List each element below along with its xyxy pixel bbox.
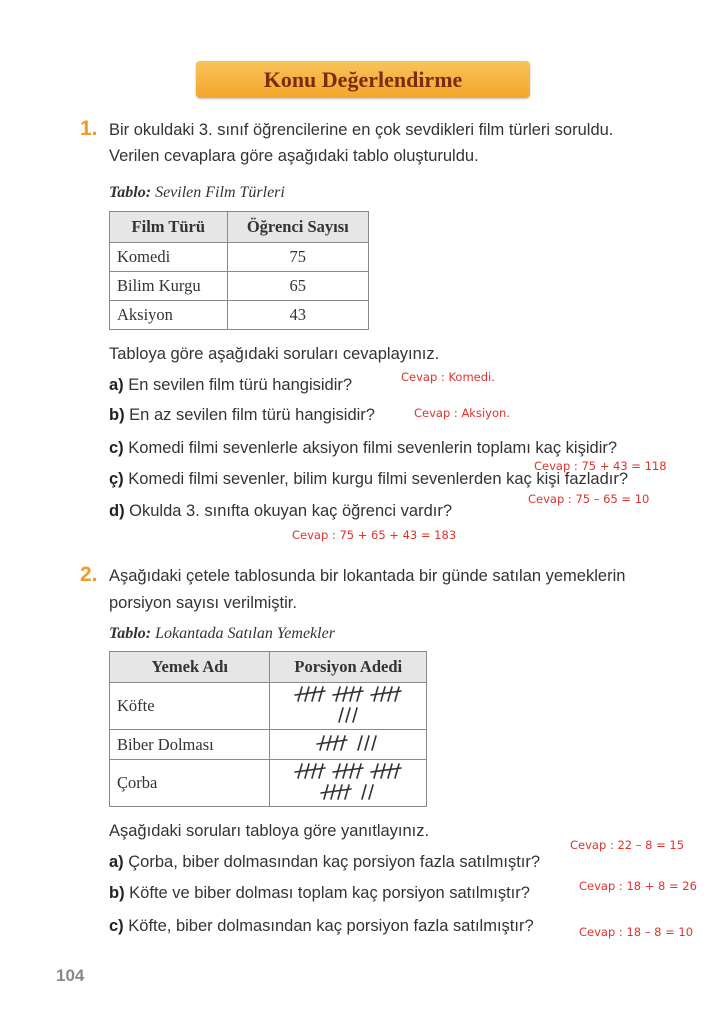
tally-row bbox=[291, 783, 405, 803]
answer-2b: Cevap : 18 + 8 = 26 bbox=[579, 879, 697, 893]
tally-row bbox=[291, 762, 405, 782]
table-cell-name: Komedi bbox=[110, 243, 228, 272]
table-1-caption bbox=[109, 184, 285, 202]
item-text: Komedi filmi sevenlerle aksiyon filmi sevenlerin toplamı kaç kişidir? bbox=[128, 439, 618, 457]
tally-stroke bbox=[357, 687, 361, 701]
table-cell-value: 65 bbox=[227, 272, 368, 301]
tally-row bbox=[313, 734, 383, 754]
tally-stroke bbox=[341, 736, 345, 750]
tally-stroke bbox=[395, 687, 399, 701]
film-types-table bbox=[109, 211, 369, 330]
tally-marks bbox=[291, 761, 405, 804]
tally-stroke bbox=[350, 764, 354, 778]
tally-group-five bbox=[320, 783, 352, 801]
table-2-caption bbox=[109, 625, 335, 643]
question-1-item-a bbox=[109, 376, 352, 395]
table-row bbox=[110, 243, 369, 272]
item-text: Köfte ve biber dolması toplam kaç porsiyon satılmıştır? bbox=[129, 884, 530, 902]
table-row bbox=[110, 301, 369, 330]
table-1-caption-prefix: Tablo: bbox=[109, 184, 152, 201]
tally-cell bbox=[270, 730, 427, 760]
tally-stroke bbox=[388, 764, 392, 778]
tally-group-five bbox=[370, 685, 402, 703]
answer-1b: Cevap : Aksiyon. bbox=[414, 406, 510, 420]
item-text: Köfte, biber dolmasından kaç porsiyon fazla satılmıştır? bbox=[128, 917, 534, 935]
table-row bbox=[110, 683, 427, 730]
tally-stroke bbox=[312, 687, 316, 701]
answer-1a: Cevap : Komedi. bbox=[401, 370, 495, 384]
tally-stroke bbox=[357, 764, 361, 778]
question-1-instruction: Tabloya göre aşağıdaki soruları cevaplayınız. bbox=[109, 345, 440, 363]
tally-stroke bbox=[334, 736, 338, 750]
question-1-item-cedilla bbox=[109, 470, 628, 489]
tally-stroke bbox=[319, 687, 323, 701]
table-cell-name: Biber Dolması bbox=[110, 730, 270, 760]
tally-group-five bbox=[294, 685, 326, 703]
tally-group-five bbox=[370, 762, 402, 780]
item-text: Okulda 3. sınıfta okuyan kaç öğrenci vardır? bbox=[129, 502, 453, 520]
item-label: b) bbox=[109, 884, 125, 902]
answer-1cedilla: Cevap : 75 – 65 = 10 bbox=[528, 492, 650, 506]
item-label: b) bbox=[109, 406, 125, 424]
item-text: En az sevilen film türü hangisidir? bbox=[129, 406, 375, 424]
question-2-item-b bbox=[109, 884, 530, 903]
tally-stroke bbox=[339, 708, 343, 722]
answer-1d: Cevap : 75 + 65 + 43 = 183 bbox=[292, 528, 457, 542]
question-number-1: 1. bbox=[80, 117, 98, 140]
item-label: a) bbox=[109, 853, 124, 871]
question-2-item-c bbox=[109, 917, 534, 936]
tally-stroke bbox=[350, 687, 354, 701]
tally-stroke bbox=[312, 764, 316, 778]
table-2-caption-prefix: Tablo: bbox=[109, 625, 152, 642]
tally-group-partial bbox=[354, 734, 380, 752]
table-header-cell: Öğrenci Sayısı bbox=[227, 212, 368, 243]
tally-row bbox=[291, 685, 405, 705]
tally-stroke bbox=[338, 785, 342, 799]
table-cell-value: 43 bbox=[227, 301, 368, 330]
section-title: Konu Değerlendirme bbox=[263, 66, 463, 92]
question-2-text-line-2: porsiyon sayısı verilmiştir. bbox=[109, 594, 297, 612]
tally-marks bbox=[291, 684, 405, 727]
tally-stroke bbox=[365, 736, 369, 750]
item-label: c) bbox=[109, 439, 124, 457]
tally-group-partial bbox=[335, 706, 361, 724]
item-label: c) bbox=[109, 917, 124, 935]
item-label: ç) bbox=[109, 470, 124, 488]
tally-group-five bbox=[332, 685, 364, 703]
table-header-cell: Film Türü bbox=[110, 212, 228, 243]
question-1-item-b bbox=[109, 406, 375, 425]
question-number-2: 2. bbox=[80, 563, 98, 586]
tally-stroke bbox=[388, 687, 392, 701]
question-2-text-line-1: Aşağıdaki çetele tablosunda bir lokantada bir günde satılan yemeklerin bbox=[109, 567, 626, 585]
tally-stroke bbox=[319, 764, 323, 778]
item-label: d) bbox=[109, 502, 125, 520]
question-2-item-a bbox=[109, 853, 540, 872]
table-cell-name: Bilim Kurgu bbox=[110, 272, 228, 301]
tally-stroke bbox=[372, 736, 376, 750]
page-number: 104 bbox=[56, 966, 85, 985]
item-text: En sevilen film türü hangisidir? bbox=[128, 376, 353, 394]
item-text: Çorba, biber dolmasından kaç porsiyon fazla satılmıştır? bbox=[128, 853, 541, 871]
tally-cell bbox=[270, 683, 427, 730]
item-text: Komedi filmi sevenler, bilim kurgu filmi sevenlerden kaç kişi fazladır? bbox=[128, 470, 629, 488]
tally-cell bbox=[270, 760, 427, 807]
tally-stroke bbox=[353, 708, 357, 722]
tally-table bbox=[109, 651, 427, 807]
tally-stroke bbox=[345, 785, 349, 799]
question-2-instruction: Aşağıdaki soruları tabloya göre yanıtlayınız. bbox=[109, 822, 430, 840]
table-cell-name: Köfte bbox=[110, 683, 270, 730]
tally-marks bbox=[313, 733, 383, 755]
table-1-caption-text: Sevilen Film Türleri bbox=[155, 184, 285, 201]
answer-2c: Cevap : 18 – 8 = 10 bbox=[579, 925, 694, 939]
tally-stroke bbox=[369, 785, 373, 799]
answer-1c: Cevap : 75 + 43 = 118 bbox=[534, 459, 667, 473]
table-2-caption-text: Lokantada Satılan Yemekler bbox=[155, 625, 335, 642]
question-1-text-line-1: Bir okuldaki 3. sınıf öğrencilerine en çok sevdikleri film türleri soruldu. bbox=[109, 121, 614, 139]
table-header-cell: Porsiyon Adedi bbox=[270, 652, 427, 683]
tally-stroke bbox=[346, 708, 350, 722]
tally-group-five bbox=[332, 762, 364, 780]
tally-stroke bbox=[358, 736, 362, 750]
question-1-item-c bbox=[109, 439, 617, 458]
question-1-text-line-2: Verilen cevaplara göre aşağıdaki tablo oluşturuldu. bbox=[109, 147, 479, 165]
tally-group-five bbox=[294, 762, 326, 780]
section-banner bbox=[196, 61, 530, 98]
tally-group-partial bbox=[358, 783, 377, 801]
tally-stroke bbox=[362, 785, 366, 799]
tally-group-five bbox=[316, 734, 348, 752]
table-header-cell: Yemek Adı bbox=[110, 652, 270, 683]
table-row bbox=[110, 272, 369, 301]
table-row bbox=[110, 730, 427, 760]
table-cell-value: 75 bbox=[227, 243, 368, 272]
item-label: a) bbox=[109, 376, 124, 394]
tally-row bbox=[291, 706, 405, 726]
table-cell-name: Aksiyon bbox=[110, 301, 228, 330]
answer-2a: Cevap : 22 – 8 = 15 bbox=[570, 838, 685, 852]
tally-stroke bbox=[395, 764, 399, 778]
table-cell-name: Çorba bbox=[110, 760, 270, 807]
table-row bbox=[110, 760, 427, 807]
question-1-item-d bbox=[109, 502, 452, 521]
